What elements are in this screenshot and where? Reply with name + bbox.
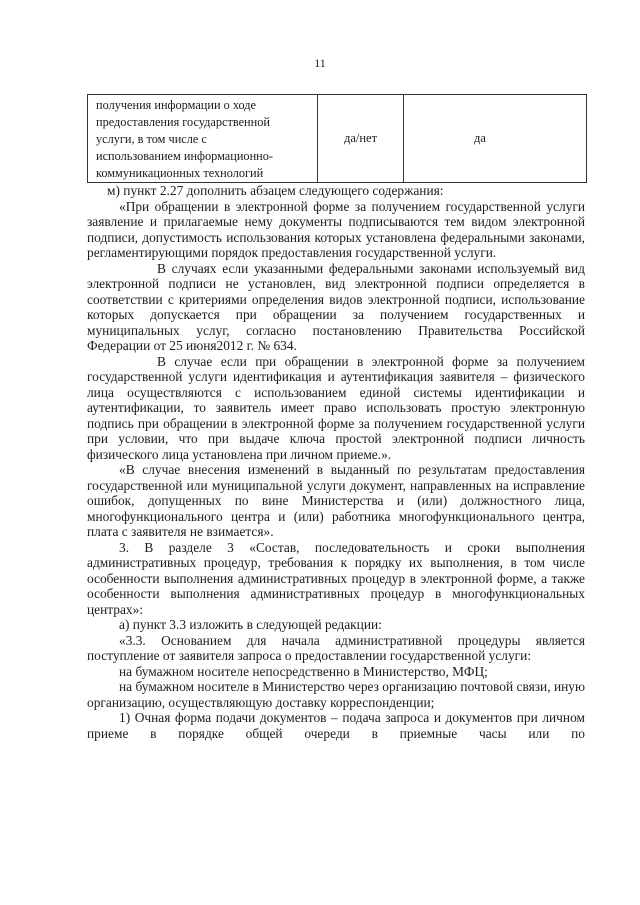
page-number: 11: [314, 56, 326, 70]
paragraph: на бумажном носителе непосредственно в Министерство, МФЦ;: [119, 663, 488, 679]
paragraph: «3.3. Основанием для начала административной процедуры является поступление от заявителя запроса о предоставлении государственной услуги:: [87, 632, 585, 663]
paragraph: 1) Очная форма подачи документов – подача запроса и документов при личном приеме в порядке общей очереди в приемные часы или по: [87, 710, 585, 741]
paragraph: В случае если при обращении в электронной форме за получением государственной услуги идентификация и аутентификация заявителя – физического лица осуществляются с использованием единой системы идентификации и аутентификации, то заявитель имеет право использовать простую электронную подпись при обращении в электронной форме за получением государственной услуги при условии, что при выдаче ключа простой электронной подписи личность физического лица установлена при личном приеме.».: [87, 353, 585, 462]
paragraph: «При обращении в электронной форме за получением государственной услуги заявление и прилагаемые нему документы подписываются тем видом электронной подписи, допустимость использования которых установлена федеральными законами, регламентирующими порядок предоставления государственной услуги.: [87, 198, 585, 260]
table-cell-line: предоставления государственной: [96, 115, 270, 129]
table-cell-line: получения информации о ходе: [96, 98, 257, 112]
table-cell-value: да: [474, 131, 486, 145]
paragraph: м) пункт 2.27 дополнить абзацем следующего содержания:: [107, 183, 444, 198]
table-cell-description: [88, 95, 318, 182]
table-cell-line: услуги, в том числе с: [96, 132, 207, 146]
table-cell-line: использованием информационно-: [96, 149, 273, 163]
table-cell-options: да/нет: [318, 95, 404, 182]
services-table: [87, 94, 587, 183]
document-body: [87, 183, 585, 741]
paragraph: 3. В разделе 3 «Состав, последовательность и сроки выполнения административных процедур, требования к порядку их выполнения, в том числе особенности выполнения административных процедур в электронной форме, а также особенности выполнения административных процедур в многофункциональных центрах»:: [87, 539, 585, 617]
paragraph: В случаях если указанными федеральными законами используемый вид электронной подписи не установлен, вид электронной подписи определяется в соответствии с критериями определения видов электронной подписи, использование которых допускается при обращении за получением государственных и муниципальных услуг, согласно постановлению Правительства Российской Федерации от 25 июня2012 г. № 634.: [87, 260, 585, 353]
paragraph: а) пункт 3.3 изложить в следующей редакции:: [119, 617, 382, 632]
paragraph: на бумажном носителе в Министерство через организацию почтовой связи, иную организацию, осуществляющую доставку корреспонденции;: [87, 679, 585, 710]
paragraph: «В случае внесения изменений в выданный по результатам предоставления государственной или муниципальной услуги документ, направленных на исправление ошибок, допущенных по вине Министерства и (или) должностного лица, многофункционального центра и (или) работника многофункционального центра, плата с заявителя не взимается».: [87, 462, 585, 539]
table-cell-line: коммуникационных технологий: [96, 166, 264, 180]
